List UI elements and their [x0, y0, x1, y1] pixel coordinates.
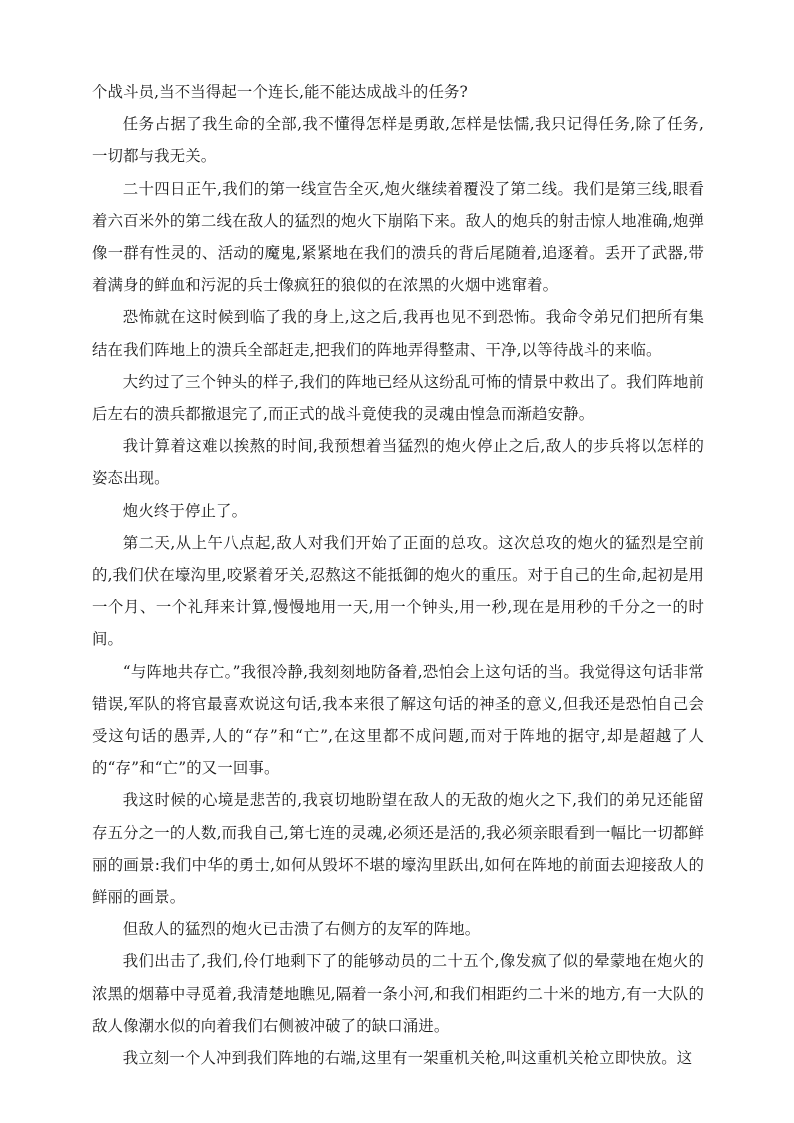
paragraph-2: 任务占据了我生命的全部,我不懂得怎样是勇敢,怎样是怯懦,我只记得任务,除了任务,一切都与我无关。 [92, 115, 704, 166]
paragraph-7: 炮火终于停止了。 [122, 501, 248, 520]
document-body [92, 76, 704, 1074]
paragraph-5: 大约过了三个钟头的样子,我们的阵地已经从这纷乱可怖的情景中救出了。我们阵地前后左右的溃兵都撤退完了,而正式的战斗竟使我的灵魂由惶急而渐趋安静。 [92, 372, 704, 424]
paragraph-1: 个战斗员,当不当得起一个连长,能不能达成战斗的任务? [92, 83, 468, 101]
paragraph-4: 恐怖就在这时候到临了我的身上,这之后,我再也见不到恐怖。我命令弟兄们把所有集结在我们阵地上的溃兵全部赶走,把我们的阵地弄得整肃、干净,以等待战斗的来临。 [92, 308, 704, 359]
paragraph-3: 二十四日正午,我们的第一线宣告全灭,炮火继续着覆没了第二线。我们是第三线,眼看着六百米外的第二线在敌人的猛烈的炮火下崩陷下来。敌人的炮兵的射击惊人地准确,炮弹像一群有性灵的、活动的魔鬼,紧紧地在我们的溃兵的背后尾随着,追逐着。丢开了武器,带着满身的鲜血和污泥的兵士像疯狂的狼似的在浓黑的火烟中逃窜着。 [92, 179, 704, 295]
paragraph-11: 但敌人的猛烈的炮火已击溃了右侧方的友军的阵地。 [122, 920, 481, 939]
paragraph-12: 我们出击了,我们,伶仃地剩下了的能够动员的二十五个,像发疯了似的晕蒙地在炮火的浓黑的烟幕中寻觅着,我清楚地瞧见,隔着一条小河,和我们相距约二十米的地方,有一大队的敌人像潮水似的向着我们右侧被冲破了的缺口涌进。 [92, 952, 704, 1035]
paragraph-10: 我这时候的心境是悲苦的,我哀切地盼望在敌人的无敌的炮火之下,我们的弟兄还能留存五分之一的人数,而我自己,第七连的灵魂,必须还是活的,我必须亲眼看到一幅比一切都鲜丽的画景:我们中华的勇士,如何从毁坏不堪的壕沟里跃出,如何在阵地的前面去迎接敌人的鲜丽的画景。 [92, 791, 704, 907]
paragraph-8: 第二天,从上午八点起,敌人对我们开始了正面的总攻。这次总攻的炮火的猛烈是空前的,我们伏在壕沟里,咬紧着牙关,忍熬这不能抵御的炮火的重压。对于自己的生命,起初是用一个月、一个礼拜来计算,慢慢地用一天,用一个钟头,用一秒,现在是用秒的千分之一的时间。 [92, 533, 704, 649]
paragraph-13: 我立刻一个人冲到我们阵地的右端,这里有一架重机关枪,叫这重机关枪立即快放。这 [122, 1049, 693, 1068]
paragraph-6: 我计算着这难以挨熬的时间,我预想着当猛烈的炮火停止之后,敌人的步兵将以怎样的姿态出现。 [92, 437, 704, 488]
paragraph-9: “与阵地共存亡。”我很冷静,我刻刻地防备着,恐怕会上这句话的当。我觉得这句话非常错误,军队的将官最喜欢说这句话,我本来很了解这句话的神圣的意义,但我还是恐怕自己会受这句话的愚弄,人的“存”和“亡”,在这里都不成问题,而对于阵地的据守,却是超越了人的“存”和“亡”的又一回事。 [92, 662, 704, 778]
